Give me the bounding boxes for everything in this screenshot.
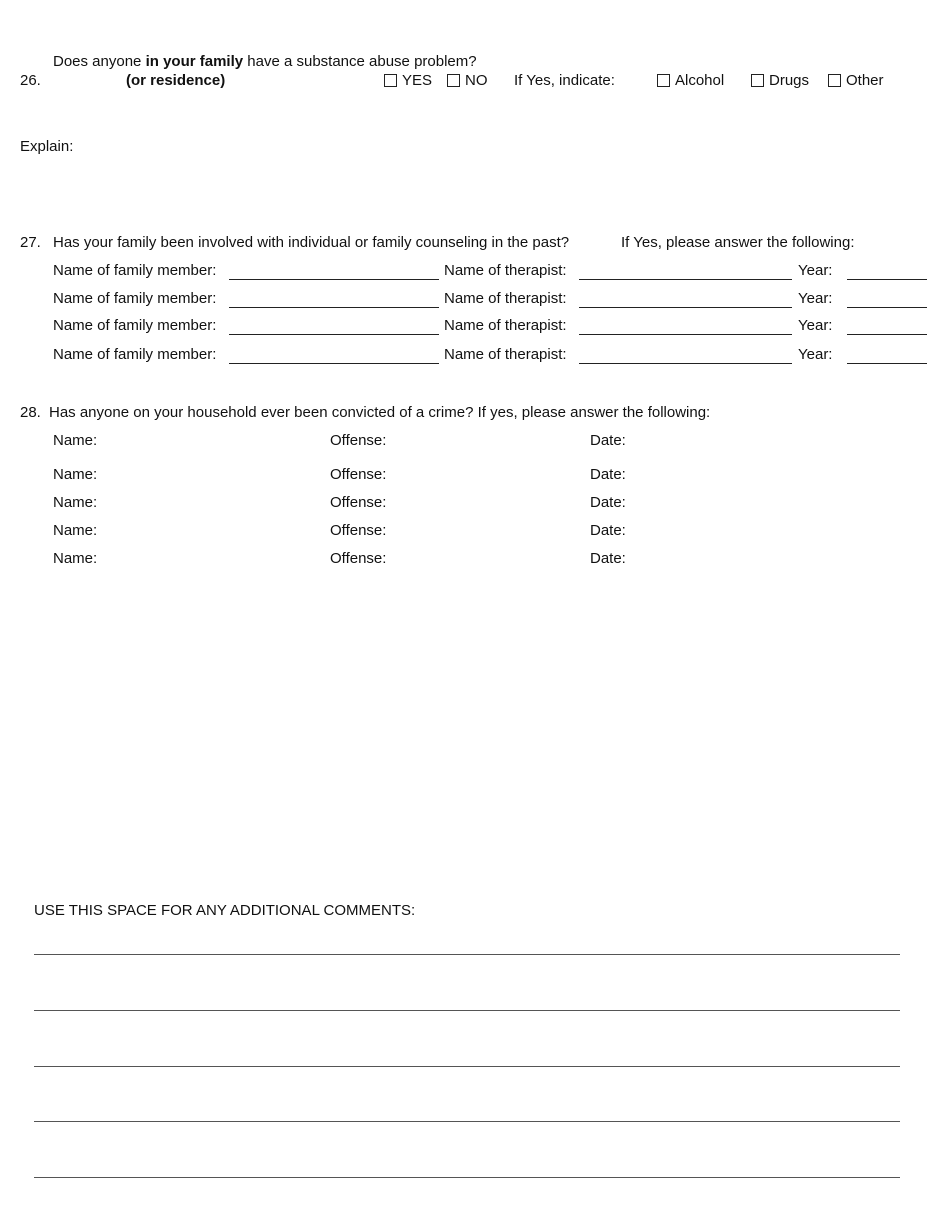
family-member-label: Name of family member: <box>53 317 217 334</box>
conviction-row <box>0 522 950 542</box>
therapist-field[interactable] <box>579 307 792 308</box>
therapist-label: Name of therapist: <box>444 346 567 363</box>
name-label: Name: <box>53 550 98 567</box>
offense-label: Offense: <box>330 522 387 539</box>
counseling-row <box>0 290 950 310</box>
q26-drugs-option[interactable]: Drugs <box>751 72 809 90</box>
q28-number: 28. <box>20 404 41 421</box>
therapist-field[interactable] <box>579 363 792 364</box>
family-member-label: Name of family member: <box>53 346 217 363</box>
offense-label: Offense: <box>330 432 387 449</box>
other-checkbox[interactable] <box>828 74 841 87</box>
conviction-row <box>0 466 950 486</box>
year-label: Year: <box>798 262 833 279</box>
date-label: Date: <box>590 550 626 567</box>
year-field[interactable] <box>847 279 927 280</box>
name-label: Name: <box>53 466 98 483</box>
therapist-field[interactable] <box>579 334 792 335</box>
comment-line[interactable] <box>34 1177 900 1178</box>
year-field[interactable] <box>847 363 927 364</box>
comment-line[interactable] <box>34 954 900 955</box>
q27-question: Has your family been involved with individual or family counseling in the past? <box>53 234 570 251</box>
year-label: Year: <box>798 317 833 334</box>
year-label: Year: <box>798 290 833 307</box>
year-label: Year: <box>798 346 833 363</box>
comment-line[interactable] <box>34 1010 900 1011</box>
no-checkbox[interactable] <box>447 74 460 87</box>
q26-question-emphasis: in your family <box>145 53 244 70</box>
offense-label: Offense: <box>330 466 387 483</box>
counseling-row <box>0 346 950 366</box>
counseling-row <box>0 317 950 337</box>
family-member-field[interactable] <box>229 334 439 335</box>
conviction-row <box>0 550 950 570</box>
year-field[interactable] <box>847 307 927 308</box>
offense-label: Offense: <box>330 550 387 567</box>
q26-no-option[interactable]: NO <box>447 72 488 90</box>
date-label: Date: <box>590 466 626 483</box>
therapist-label: Name of therapist: <box>444 317 567 334</box>
date-label: Date: <box>590 432 626 449</box>
yes-checkbox[interactable] <box>384 74 397 87</box>
q26-if-yes-label: If Yes, indicate: <box>514 72 615 89</box>
q26-yes-option[interactable]: YES <box>384 72 432 90</box>
counseling-row <box>0 262 950 282</box>
offense-label: Offense: <box>330 494 387 511</box>
conviction-row <box>0 432 950 452</box>
explain-label: Explain: <box>20 138 74 155</box>
therapist-label: Name of therapist: <box>444 262 567 279</box>
family-member-label: Name of family member: <box>53 262 217 279</box>
family-member-field[interactable] <box>229 279 439 280</box>
therapist-field[interactable] <box>579 279 792 280</box>
therapist-label: Name of therapist: <box>444 290 567 307</box>
date-label: Date: <box>590 494 626 511</box>
q26-alcohol-option[interactable]: Alcohol <box>657 72 724 90</box>
q27-number: 27. <box>20 234 41 251</box>
date-label: Date: <box>590 522 626 539</box>
name-label: Name: <box>53 432 98 449</box>
family-member-field[interactable] <box>229 363 439 364</box>
family-member-label: Name of family member: <box>53 290 217 307</box>
year-field[interactable] <box>847 334 927 335</box>
q26-question: Does anyone in your family have a substance abuse problem? <box>53 53 477 70</box>
q26-number: 26. <box>20 72 41 89</box>
family-member-field[interactable] <box>229 307 439 308</box>
comment-line[interactable] <box>34 1121 900 1122</box>
name-label: Name: <box>53 522 98 539</box>
comments-label: USE THIS SPACE FOR ANY ADDITIONAL COMMENTS: <box>34 902 416 919</box>
q28-question: Has anyone on your household ever been convicted of a crime? If yes, please answer the following: <box>49 404 711 421</box>
alcohol-checkbox[interactable] <box>657 74 670 87</box>
q26-subtitle: (or residence) <box>126 72 226 89</box>
q26-other-option[interactable]: Other <box>828 72 884 90</box>
comment-line[interactable] <box>34 1066 900 1067</box>
conviction-row <box>0 494 950 514</box>
drugs-checkbox[interactable] <box>751 74 764 87</box>
q27-if-yes: If Yes, please answer the following: <box>621 234 855 251</box>
name-label: Name: <box>53 494 98 511</box>
